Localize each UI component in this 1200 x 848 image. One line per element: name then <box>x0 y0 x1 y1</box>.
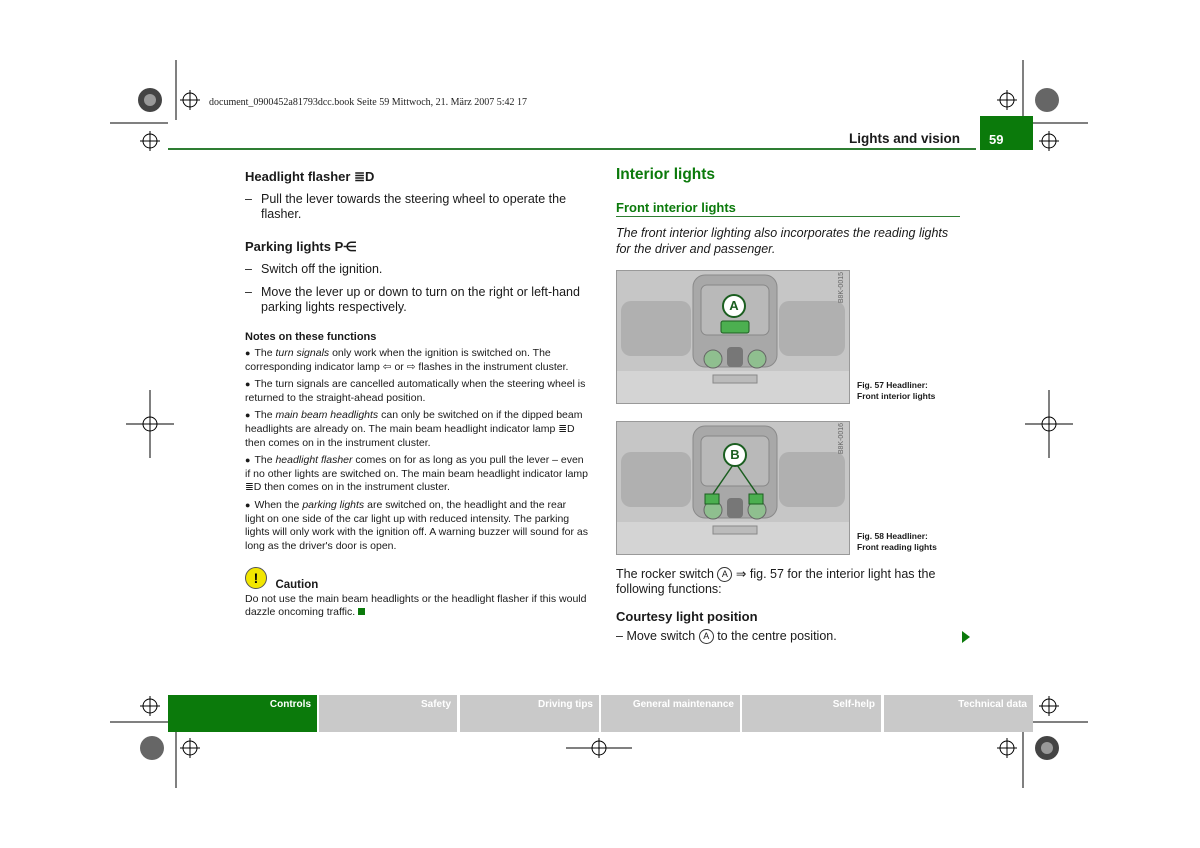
end-mark-icon <box>358 608 365 615</box>
section-title: Lights and vision <box>848 131 960 146</box>
note-item: ● The main beam headlights can only be switched on if the dipped beam headlights are already on. The main beam headlight indicator lamp ≣D then comes on in the instrument cluster. <box>245 409 583 449</box>
figure-58-image <box>616 421 850 555</box>
page-number: 59 <box>980 116 1033 150</box>
ref-a-icon: A <box>717 567 732 582</box>
headliner-illustration <box>617 271 849 403</box>
list-item: – Pull the lever towards the steering wheel to operate the flasher. <box>245 192 567 221</box>
note-item: ● When the parking lights are switched on, the headlight and the rear light on one side of the car light up with reduced intensity. The parking lights will only work with the ignition off. A warning buzzer will sound for as long as the driver's door is open. <box>245 498 588 552</box>
left-column <box>245 168 588 620</box>
tab-general-maintenance[interactable]: General maintenance <box>601 695 740 732</box>
ref-a-icon: A <box>699 629 714 644</box>
courtesy-heading: Courtesy light position <box>616 609 758 624</box>
tab-driving-tips[interactable]: Driving tips <box>460 695 599 732</box>
figure-57-caption: Fig. 57 Headliner: Front interior lights <box>857 380 936 401</box>
tab-safety[interactable]: Safety <box>319 695 457 732</box>
callout-b: B <box>723 443 747 467</box>
caution-label: Caution <box>275 578 319 591</box>
continue-arrow-icon <box>962 631 970 643</box>
list-item: – Move the lever up or down to turn on the right or left-hand parking lights respectively. <box>245 285 580 314</box>
section-heading: Front interior lights <box>616 200 960 217</box>
main-beam-icon: ≣D <box>354 169 375 184</box>
courtesy-step: – Move switch A to the centre position. <box>616 629 837 643</box>
intro-text: The front interior lighting also incorporates the reading lights for the driver and passenger. <box>616 226 949 256</box>
note-item: ● The headlight flasher comes on for as long as you pull the lever – even if no other lights are switched on. The main beam headlight indicator lamp ≣D then comes on in the instrument cluster. <box>245 454 588 494</box>
figure-57-image <box>616 270 850 404</box>
tab-controls[interactable]: Controls <box>168 695 317 732</box>
tab-technical-data[interactable]: Technical data <box>884 695 1033 732</box>
parking-light-icon: P⋲ <box>334 239 357 254</box>
notes-title: Notes on these functions <box>245 331 377 343</box>
note-item: ● The turn signals only work when the ignition is switched on. The corresponding indicator lamp ⇦ or ⇨ flashes in the instrument cluster. <box>245 347 569 373</box>
callout-a: A <box>722 294 746 318</box>
tab-self-help[interactable]: Self-help <box>742 695 881 732</box>
figure-58-caption: Fig. 58 Headliner: Front reading lights <box>857 531 937 552</box>
rocker-switch-text: The rocker switch A ⇒ fig. 57 for the interior light has the following functions: <box>616 567 936 597</box>
list-item: – Switch off the ignition. <box>245 262 383 276</box>
caution-text: Do not use the main beam headlights or the headlight flasher if this would dazzle oncoming traffic. <box>245 592 587 619</box>
figure-58-code: B8K-0016 <box>838 423 845 455</box>
print-info: document_0900452a81793dcc.book Seite 59 Mittwoch, 21. März 2007 5:42 17 <box>209 97 528 108</box>
page-heading: Interior lights <box>616 166 716 183</box>
right-column <box>616 166 960 257</box>
caution-box <box>245 567 588 619</box>
headliner-illustration <box>617 422 849 554</box>
parking-heading: Parking lights P⋲ <box>245 239 357 254</box>
figure-57-code: B8K-0015 <box>838 272 845 304</box>
caution-icon: ! <box>245 567 267 589</box>
flasher-heading: Headlight flasher ≣D <box>245 169 375 184</box>
note-item: ● The turn signals are cancelled automatically when the steering wheel is returned to the straight-ahead position. <box>245 378 586 404</box>
header-rule <box>168 148 976 150</box>
